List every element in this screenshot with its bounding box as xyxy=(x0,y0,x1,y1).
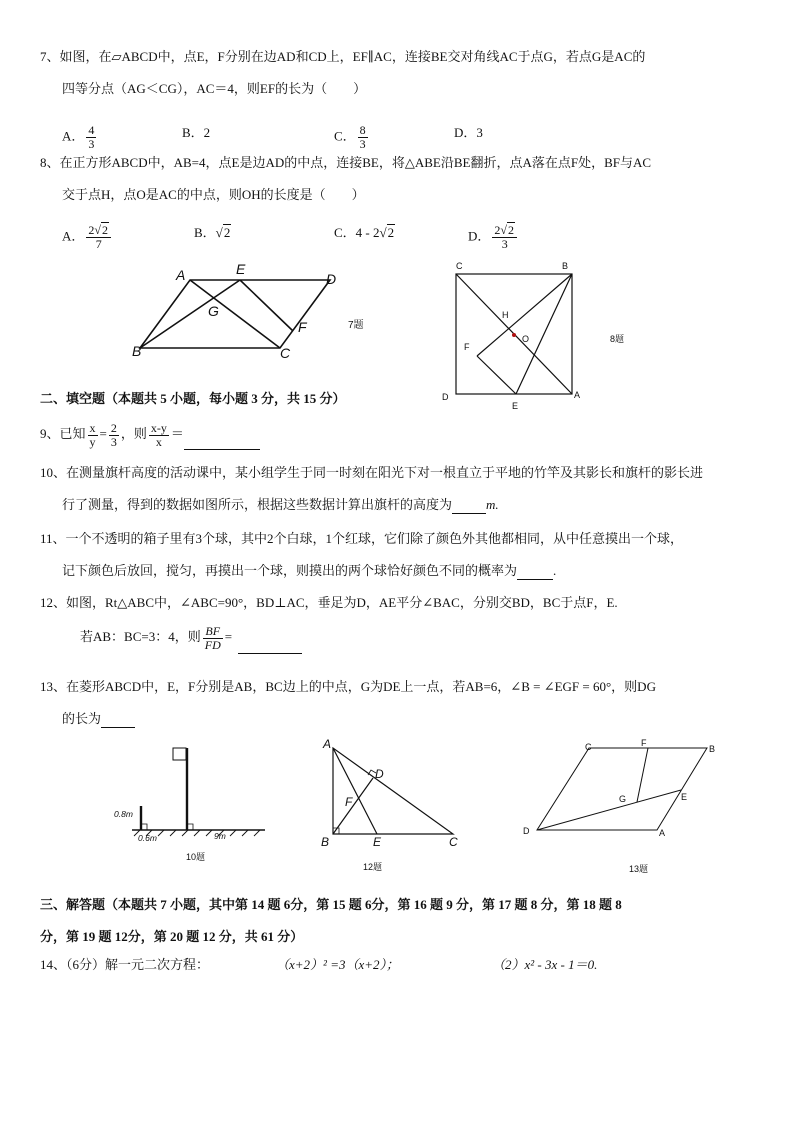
fig13-label-f: F xyxy=(641,738,647,748)
q8-option-a-label: A． xyxy=(62,228,85,244)
q9-frac-23-num: 2 xyxy=(110,420,117,435)
fig8-label-a: A xyxy=(574,390,581,400)
q8-option-d-frac: $\frac{2√2}{3}$ xyxy=(492,224,517,251)
q9-frac-target-den: x xyxy=(155,434,162,449)
q7-option-c-num: 8 xyxy=(359,123,366,137)
q10-unit: m. xyxy=(486,497,499,512)
q13-line1: 13、在菱形ABCD中，E，F分别是AB，BC边上的中点，G为DE上一点，若AB=6，∠B = ∠EGF = 60°，则DG xyxy=(40,679,656,694)
fig7-label-a: A xyxy=(176,267,186,283)
fig7-diagonal-ac xyxy=(190,280,280,348)
q8-option-c-label: C．4 - 2 xyxy=(334,225,380,240)
q8-option-d-coef: 2 xyxy=(494,223,501,237)
q7-option-c-den: 3 xyxy=(359,137,366,151)
q8-option-a-frac: $\frac{2√2}{7}$ xyxy=(86,224,111,251)
q9-tail: ＝ xyxy=(170,426,184,441)
q12-line2 xyxy=(80,620,302,654)
q7-option-c-frac xyxy=(358,124,368,151)
q10-line2-text: 行了测量，得到的数据如图所示，根据这些数据计算出旗杆的高度为 xyxy=(62,497,453,512)
fig10-flag xyxy=(173,748,186,760)
q11-line1: 11、一个不透明的箱子里有3个球，其中2个白球，1个红球，它们除了颜色外其他都相同，从中任意摸出一个球， xyxy=(40,531,684,546)
section-2-title: 二、填空题（本题共 5 小题，每小题 3 分，共 15 分） xyxy=(40,391,346,406)
fig8-label-b: B xyxy=(562,261,569,271)
q7-option-b: B．2 xyxy=(182,125,211,140)
fig13-label-c: C xyxy=(585,742,592,752)
q9-equals: = xyxy=(99,426,107,441)
fig13-label-b: B xyxy=(709,744,716,754)
q7-option-c-label: C． xyxy=(334,128,356,144)
q12-equals: = xyxy=(224,629,233,644)
q9-then: ，则 xyxy=(120,426,147,441)
q9-frac-xy xyxy=(88,422,98,449)
q9-answer-blank[interactable] xyxy=(184,429,260,450)
q12-answer-blank[interactable] xyxy=(238,633,302,654)
fig13-label-e: E xyxy=(681,792,688,802)
fig7-label-e: E xyxy=(236,261,246,277)
fig13-caption: 13题 xyxy=(629,864,649,874)
fig12-triangle-abc xyxy=(333,748,453,834)
q8-option-c-radicand: 2 xyxy=(387,225,395,240)
figure-7 xyxy=(130,258,380,364)
q8-option-a-radicand: 2 xyxy=(101,223,108,237)
q8-option-a-coef: 2 xyxy=(88,223,95,237)
q12-frac-den: FD xyxy=(204,637,221,652)
fig10-caption: 10题 xyxy=(186,852,206,862)
fig13-label-g: G xyxy=(619,794,627,804)
q7-line2: 四等分点（AG＜CG），AC＝4，则EF的长为（ ） xyxy=(62,81,367,96)
section-3-line2: 分，第 19 题 12分，第 20 题 12 分，共 61 分） xyxy=(40,929,304,944)
fig8-label-d: D xyxy=(442,392,449,402)
q8-line1: 8、在正方形ABCD中，AB=4，点E是边AD的中点，连接BE，将△ABE沿BE翻折，点A落在点F处，BF与AC xyxy=(40,155,652,170)
q8-option-d-label: D． xyxy=(468,228,491,244)
fig7-caption: 7题 xyxy=(348,320,364,331)
q7-options xyxy=(62,116,532,150)
q11-answer-blank[interactable] xyxy=(517,564,553,580)
fig13-rhombus xyxy=(537,748,707,830)
q8-option-b-label: B． xyxy=(194,225,216,240)
q7-option-a-label: A． xyxy=(62,128,85,144)
fig7-segment-be xyxy=(140,280,240,348)
fig12-label-b: B xyxy=(321,835,330,849)
fig8-point-o xyxy=(512,333,516,337)
fig13-segment-fg xyxy=(637,748,648,802)
fig10-flagpole-shadow: 9m xyxy=(214,831,226,841)
fig8-segment-fe xyxy=(477,356,516,394)
q8-options: A． $\frac{2√2}{7}$ B．√2 C．4 - 2√2 D． $\frac{2√2}{3}$ xyxy=(62,216,542,252)
fig10-bamboo-shadow: 0.6m xyxy=(138,833,157,843)
q8-option-a-den: 7 xyxy=(95,237,102,251)
figure-12 xyxy=(315,734,465,876)
fig12-label-f: F xyxy=(345,795,353,809)
q14-part1: （x+2）² =3（x+2）； xyxy=(276,957,400,972)
q9-label: 9、已知 xyxy=(40,426,86,441)
q10-answer-blank[interactable] xyxy=(452,498,486,514)
fig12-label-c: C xyxy=(449,835,458,849)
fig8-label-f: F xyxy=(464,342,470,352)
q11-end: . xyxy=(553,563,557,578)
fig7-label-f: F xyxy=(298,319,307,335)
fig12-label-d: D xyxy=(375,767,384,781)
fig12-label-a: A xyxy=(323,737,332,751)
q8-option-d-radicand: 2 xyxy=(507,223,514,237)
q9-frac-xy-den: y xyxy=(89,434,96,449)
fig12-caption: 12题 xyxy=(363,862,383,872)
q13-answer-blank[interactable] xyxy=(101,712,135,728)
q14-label: 14、（6分）解一元二次方程： xyxy=(40,957,210,972)
fig8-label-h: H xyxy=(502,310,509,320)
q10-line2 xyxy=(62,496,499,514)
q13-line2-text: 的长为 xyxy=(62,711,102,726)
q7-option-a-frac xyxy=(86,124,96,151)
q11-line2 xyxy=(62,562,556,580)
q7-line1: 7、如图，在▱ABCD中，点E，F分别在边AD和CD上，EF∥AC，连接BE交对角线AC于点G，若点G是AC的 xyxy=(40,49,646,64)
fig8-caption: 8题 xyxy=(610,334,625,344)
figure-10 xyxy=(110,740,270,870)
q12-line2-text: 若AB：BC=3：4，则 xyxy=(80,629,201,644)
q9-frac-target-num: x-y xyxy=(150,420,167,435)
fig13-label-d: D xyxy=(523,826,530,836)
q14 xyxy=(40,956,680,974)
q7-option-d: D．3 xyxy=(454,125,483,140)
q7-option-a-num: 4 xyxy=(88,123,95,137)
q9-frac-23-den: 3 xyxy=(110,434,117,449)
fig8-label-c: C xyxy=(456,261,463,271)
fig10-bamboo-height: 0.8m xyxy=(114,809,133,819)
fig7-label-b: B xyxy=(132,343,142,359)
q12-frac-num: BF xyxy=(203,625,223,639)
fig7-label-d: D xyxy=(326,271,337,287)
section-3-line1: 三、解答题（本题共 7 小题，其中第 14 题 6分，第 15 题 6分，第 16 题 9 分，第 17 题 8 分，第 18 题 8 xyxy=(40,897,622,912)
q9-frac-xy-num: x xyxy=(89,420,96,435)
q12-frac xyxy=(203,625,223,652)
q8-option-d-den: 3 xyxy=(501,237,508,251)
fig13-label-a: A xyxy=(659,828,666,838)
q8-option-b-radicand: 2 xyxy=(223,225,231,240)
fig12-segment-ae xyxy=(333,748,377,834)
fig8-label-e: E xyxy=(512,401,519,411)
figure-8 xyxy=(440,258,640,414)
q9 xyxy=(40,418,260,450)
q7-option-a-den: 3 xyxy=(88,137,95,151)
fig7-label-c: C xyxy=(280,345,291,361)
fig12-label-e: E xyxy=(373,835,382,849)
q14-part2: （2）x² - 3x - 1＝0. xyxy=(492,957,598,972)
q13-line2 xyxy=(62,710,135,728)
q9-frac-23 xyxy=(109,422,119,449)
fig7-label-g: G xyxy=(208,303,219,319)
fig8-label-o: O xyxy=(522,334,530,344)
figure-13 xyxy=(515,738,735,880)
q8-line2: 交于点H，点O是AC的中点，则OH的长度是（ ） xyxy=(62,187,365,202)
q11-line2-text: 记下颜色后放回，搅匀，再摸出一个球，则摸出的两个球恰好颜色不同的概率为 xyxy=(62,563,518,578)
q10-line1: 10、在测量旗杆高度的活动课中，某小组学生于同一时刻在阳光下对一根直立于平地的竹竿及其影长和旗杆的影长进 xyxy=(40,465,704,480)
q9-frac-target xyxy=(149,422,169,449)
q12-line1: 12、如图，Rt△ABC中，∠ABC=90°，BD⊥AC，垂足为D，AE平分∠BAC，分别交BD，BC于点F，E. xyxy=(40,595,618,610)
